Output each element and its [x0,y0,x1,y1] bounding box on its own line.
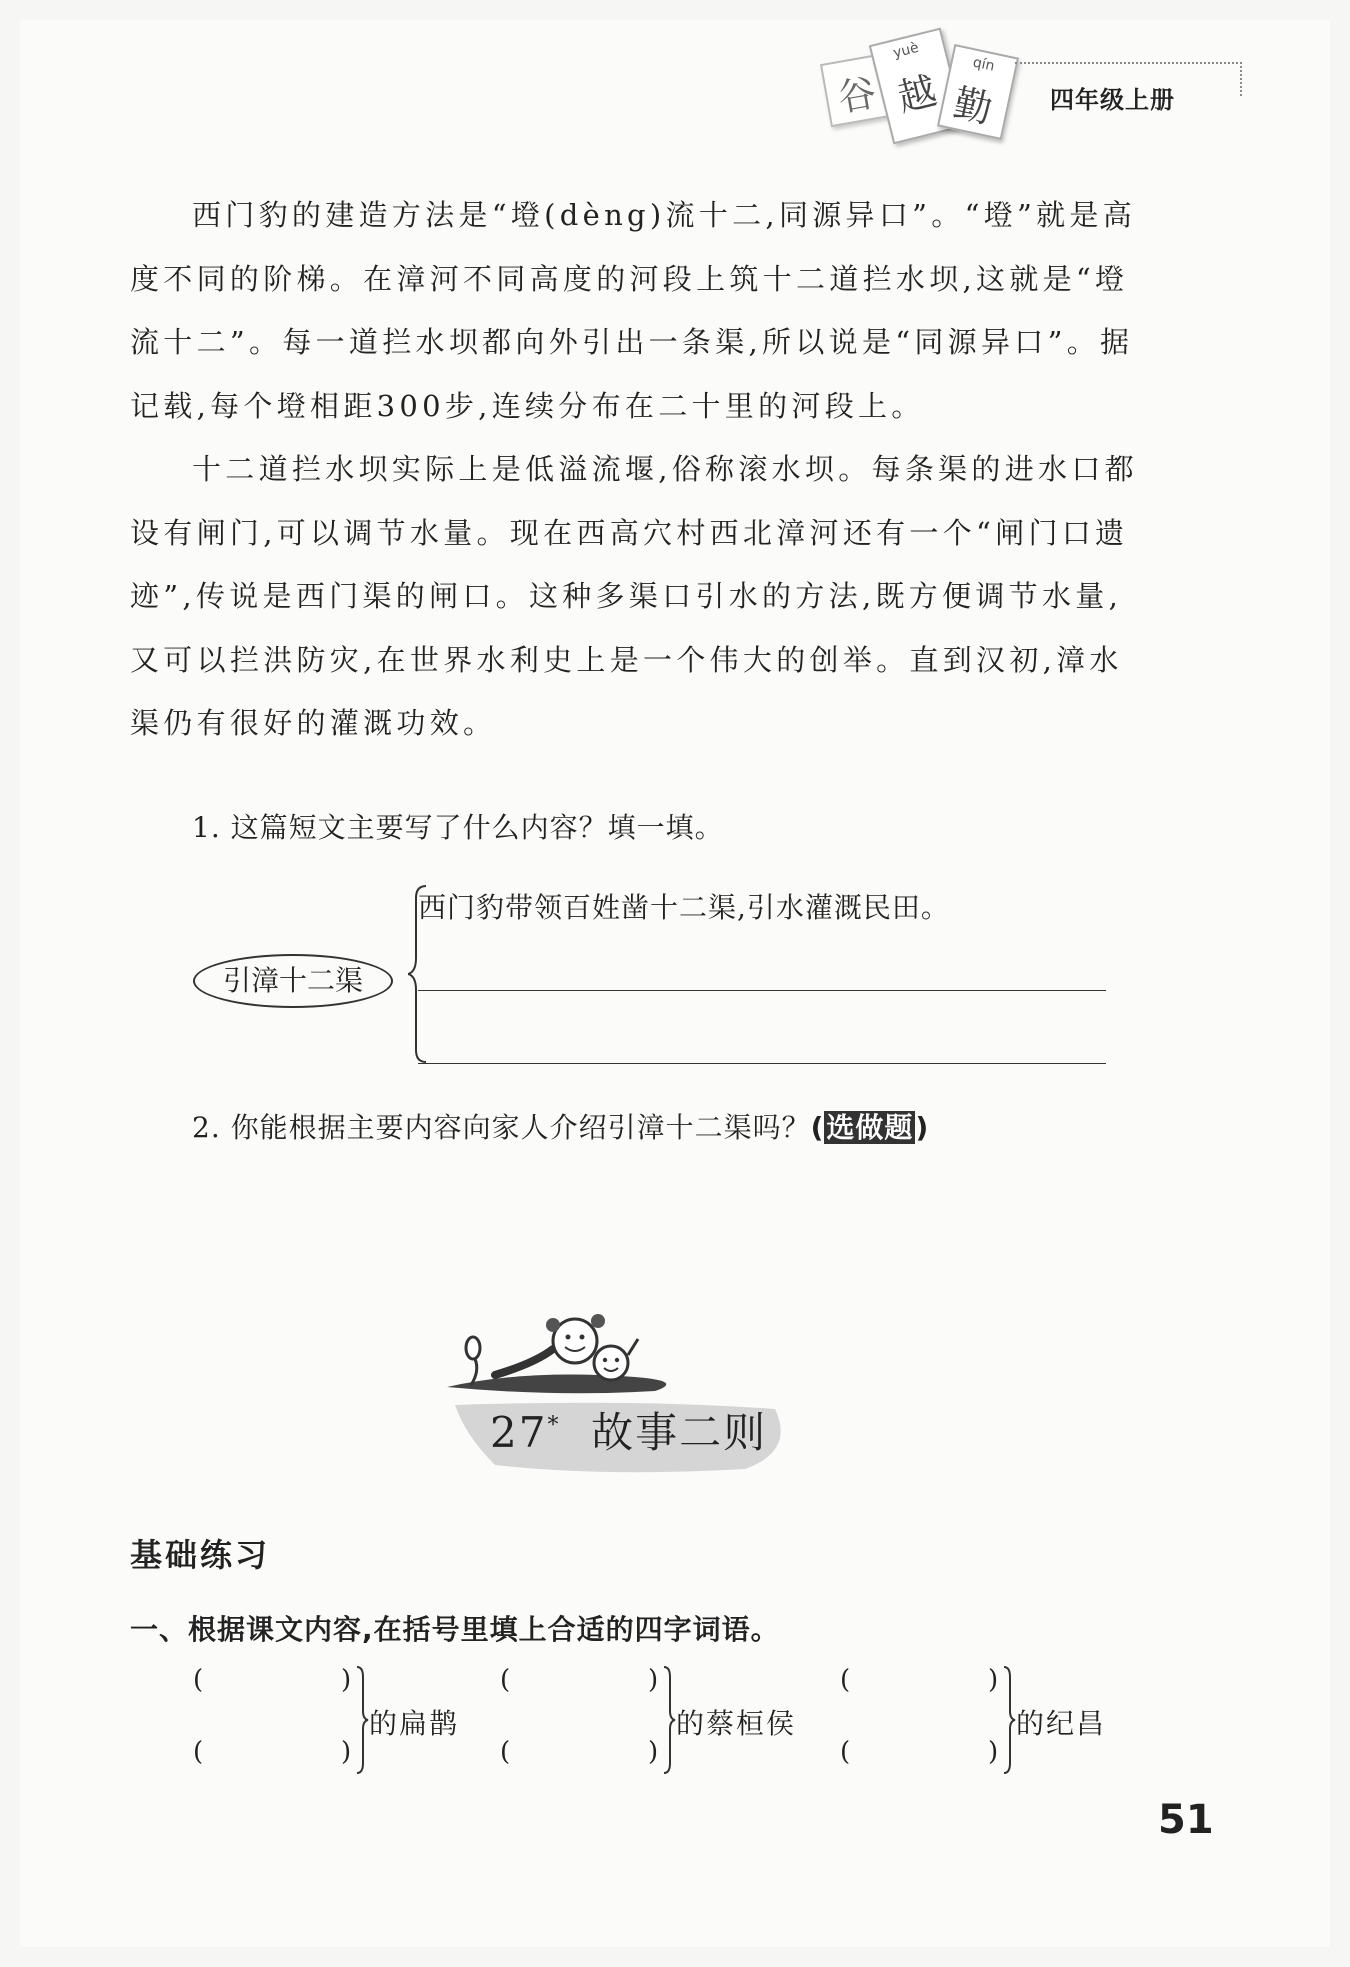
brace-icon [355,1665,369,1775]
question-2-text: 2. 你能根据主要内容向家人介绍引漳十二渠吗？ [192,1111,811,1144]
close-paren: ) [915,1111,930,1144]
page-number: 51 [1158,1797,1214,1843]
optional-badge: 选做题 [826,1111,914,1144]
lesson-title [490,1400,767,1460]
brace-icon [662,1665,676,1775]
lesson-star: * [547,1413,561,1438]
blank-label: 的蔡桓侯 [676,1707,797,1740]
fill-group-1 [193,1665,493,1775]
card-pinyin: yuè [891,39,921,62]
blank-input[interactable] [520,1743,640,1771]
open-paren: ( [193,1737,204,1767]
close-paren: ) [341,1737,352,1767]
card-character: 勤 [949,80,997,132]
lesson-name: 故事二则 [591,1408,768,1457]
open-paren: ( [840,1665,851,1695]
section-heading: 基础练习 [130,1536,271,1574]
close-paren: ) [648,1665,659,1695]
open-paren: ( [193,1665,204,1695]
lesson-number: 27 [490,1408,548,1457]
open-paren: ( [500,1665,511,1695]
blank-input[interactable] [213,1743,333,1771]
blank-input[interactable] [860,1743,980,1771]
fill-group-2 [500,1665,800,1775]
open-paren: ( [500,1737,511,1767]
brace-icon [1002,1665,1016,1775]
answer-line-1: 西门豹带领百姓凿十二渠,引水灌溉民田。 [418,891,950,924]
answer-blank-3[interactable] [418,1063,1106,1064]
blank-input[interactable] [860,1671,980,1699]
blank-label: 的扁鹊 [369,1707,460,1740]
close-paren: ) [648,1737,659,1767]
task-1: 一、根据课文内容,在括号里填上合适的四字词语。 [130,1613,780,1646]
question-2 [192,1106,929,1146]
close-paren: ) [988,1665,999,1695]
card-pinyin: qín [971,54,996,75]
blank-input[interactable] [520,1671,640,1699]
card-character: 越 [893,68,941,121]
answer-blank-2[interactable] [418,990,1106,991]
open-paren: ( [810,1111,825,1144]
question-1: 1. 这篇短文主要写了什么内容？填一填。 [192,811,724,844]
blank-label: 的纪昌 [1016,1707,1107,1740]
fill-group-3 [840,1665,1140,1775]
card-character: 谷 [834,70,880,121]
open-paren: ( [840,1737,851,1767]
topic-oval: 引漳十二渠 [193,954,393,1008]
close-paren: ) [988,1737,999,1767]
grade-label: 四年级上册 [1050,86,1175,114]
passage-paragraph-2: 十二道拦水坝实际上是低溢流堰,俗称滚水坝。每条渠的进水口都设有闸门,可以调节水量。现在西高穴村西北漳河还有一个“闸门口遗迹”,传说是西门渠的闸口。这种多渠口引水的方法,既方便调节水量,又可以拦洪防灾,在世界水利史上是一个伟大的创举。直到汉初,漳水渠仍有很好的灌溉功效。 [130,452,1138,740]
close-paren: ) [341,1665,352,1695]
blank-input[interactable] [213,1671,333,1699]
passage-paragraph-1: 西门豹的建造方法是“墱(dèng)流十二,同源异口”。“墱”就是高度不同的阶梯。在漳河不同高度的河段上筑十二道拦水坝,这就是“墱流十二”。每一道拦水坝都向外引出一条渠,所以说是“同源异口”。据记载,每个墱相距300步,连续分布在二十里的河段上。 [130,198,1137,423]
